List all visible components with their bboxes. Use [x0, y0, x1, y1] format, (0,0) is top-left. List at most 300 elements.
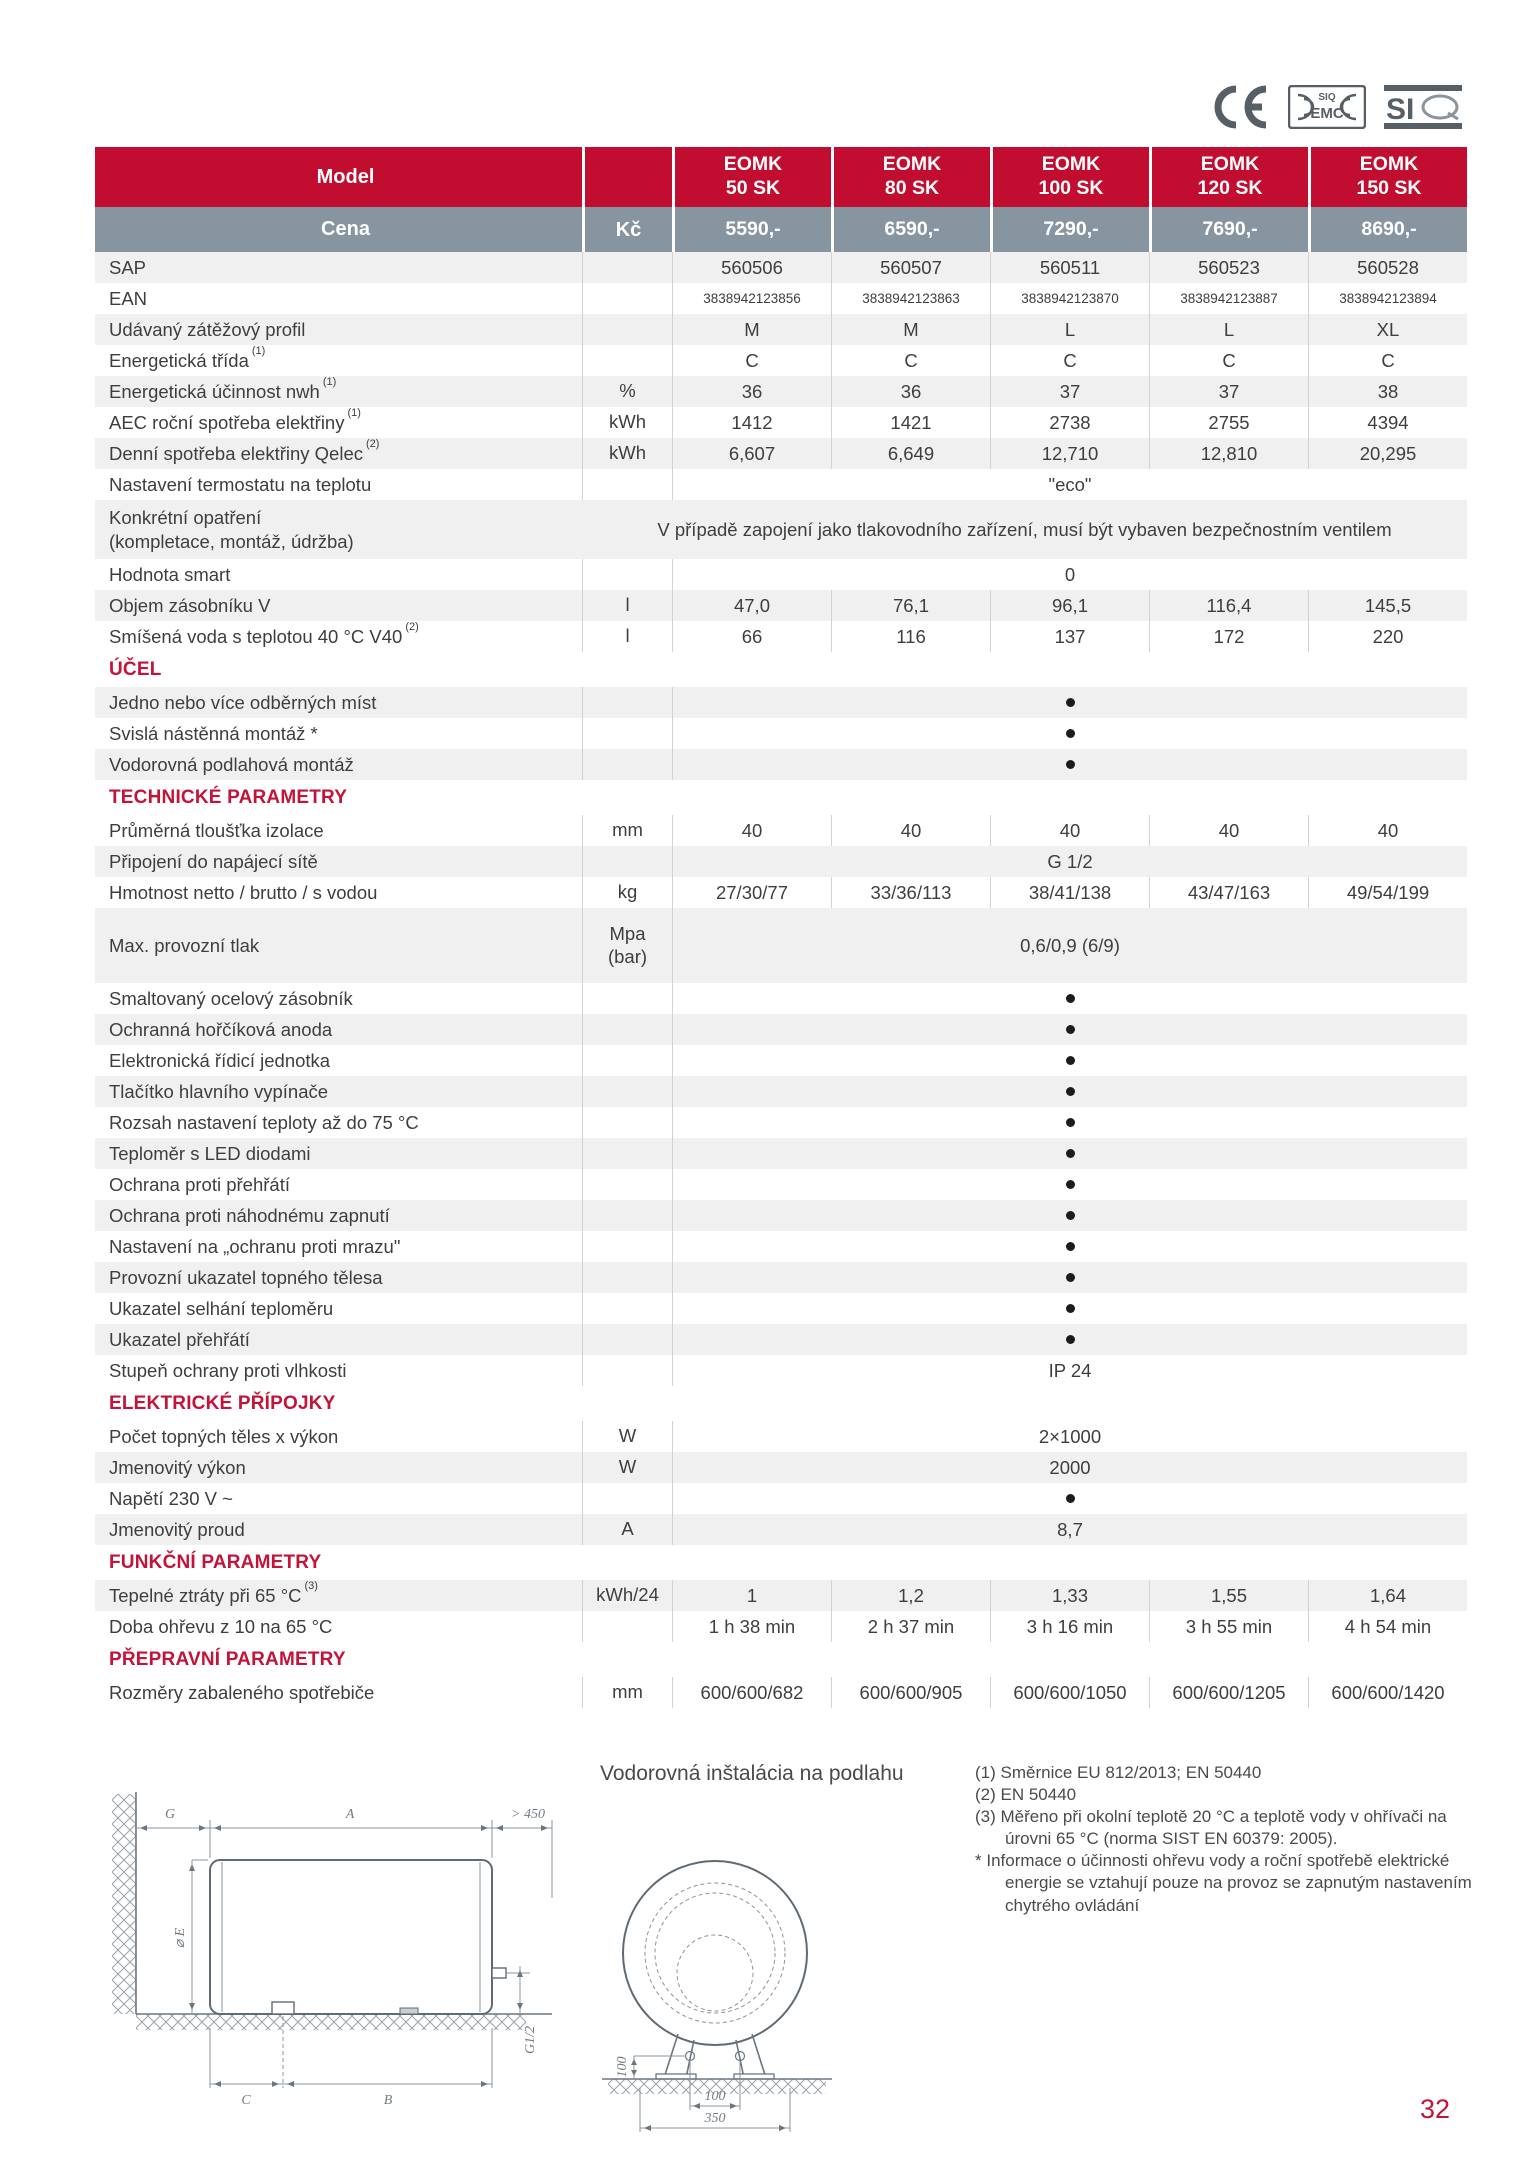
row-label: [95, 1076, 582, 1107]
row-label: [95, 718, 582, 749]
dim-label-a: A: [345, 1807, 355, 1822]
value-cell: 37: [1149, 376, 1308, 407]
row-label: [95, 877, 582, 908]
price-value: 7290,-: [990, 207, 1149, 252]
row-label: [95, 1293, 582, 1324]
row-label: [95, 1355, 582, 1386]
row-label-line2: (kompletace, montáž, údržba): [109, 530, 354, 552]
table-row: [95, 559, 1467, 590]
row-label-main: EAN: [109, 287, 148, 309]
value-cell: 3 h 16 min: [990, 1611, 1149, 1642]
si-q-icon: [1384, 85, 1462, 129]
unit-cell: [582, 345, 672, 376]
row-label-main: Vodorovná podlahová montáž: [109, 753, 354, 775]
feature-dot-icon: [1066, 1149, 1075, 1158]
table-row: [95, 438, 1467, 469]
value-cell: XL: [1308, 314, 1467, 345]
value-cell: 40: [672, 815, 831, 846]
model-column-header: [672, 147, 831, 207]
value-cell: 600/600/905: [831, 1677, 990, 1708]
unit-cell: [582, 1611, 672, 1642]
dim-label-450: > 450: [511, 1807, 545, 1822]
row-label-text: [109, 691, 582, 714]
value-cell: 47,0: [672, 590, 831, 621]
value-cell: 220: [1308, 621, 1467, 652]
siq-emc-icon: [1288, 85, 1366, 129]
value-cell: 560523: [1149, 252, 1308, 283]
row-label: [95, 749, 582, 780]
value-cell: 3838942123870: [990, 283, 1149, 314]
feature-cell: [672, 1483, 1467, 1514]
dim-label-h100: 100: [704, 2089, 726, 2104]
table-row: [95, 407, 1467, 438]
unit-cell: [582, 1107, 672, 1138]
section-header-row: [95, 1386, 1467, 1421]
value-cell: C: [1308, 345, 1467, 376]
model-header-cell: Model: [316, 165, 375, 188]
row-label: [95, 438, 582, 469]
price-value: 8690,-: [1308, 207, 1467, 252]
table-row: [95, 877, 1467, 908]
value-cell: 2738: [990, 407, 1149, 438]
section-header-row: [95, 1545, 1467, 1580]
row-label-text: [109, 1266, 582, 1289]
value-cell: 116: [831, 621, 990, 652]
unit-cell: [582, 1200, 672, 1231]
unit-text: W: [618, 1425, 637, 1447]
spanning-value: 0,6/0,9 (6/9): [672, 908, 1467, 983]
value-cell: 40: [1308, 815, 1467, 846]
value-cell: 137: [990, 621, 1149, 652]
spanning-value: V případě zapojení jako tlakovodního zařízení, musí být vybaven bezpečnostním ventilem: [657, 518, 1392, 540]
row-label: [95, 500, 582, 559]
unit-cell: [582, 1014, 672, 1045]
footnote-text: Směrnice EU 812/2013; EN 50440: [1000, 1763, 1262, 1782]
feature-dot-icon: [1066, 1087, 1075, 1096]
value-cell: 600/600/1205: [1149, 1677, 1308, 1708]
feature-cell: [672, 718, 1467, 749]
value-cell: 1421: [831, 407, 990, 438]
table-row: [95, 1138, 1467, 1169]
row-label-main: Jmenovitý výkon: [109, 1456, 246, 1478]
row-label-text: [109, 1328, 582, 1351]
footnote-text: Měřeno při okolní teplotě 20 °C a teplotě vody v ohřívači na úrovni 65 °C (norma SIST EN 60379: 2005).: [1000, 1807, 1447, 1849]
row-label-text: [109, 1235, 582, 1258]
row-label-text: [109, 881, 582, 904]
dim-label-g: G: [164, 1807, 176, 1822]
row-label-text: [109, 256, 582, 279]
table-row: [95, 1262, 1467, 1293]
row-label-text: [109, 1518, 582, 1541]
row-label: [95, 314, 582, 345]
row-label-text: [109, 1018, 582, 1041]
feature-dot-icon: [1066, 760, 1075, 769]
unit-cell: [582, 621, 672, 652]
row-label-main: Ochrana proti přehřátí: [109, 1173, 290, 1195]
price-value: 5590,-: [672, 207, 831, 252]
spec-table: [95, 147, 1467, 1708]
unit-cell: [582, 1677, 672, 1708]
spanning-value: G 1/2: [672, 846, 1467, 877]
row-label-text: [109, 620, 582, 648]
row-label-text: [109, 1456, 582, 1479]
table-row: [95, 1421, 1467, 1452]
footnote-text: Informace o účinnosti ohřevu vody a roční spotřebě elektrické energie se vztahují pouze na provoz se zapnutým nastavením chytrého ovládání: [986, 1851, 1472, 1915]
row-label: [95, 1231, 582, 1262]
siq-text: SIQ: [1318, 92, 1336, 103]
unit-cell: [582, 877, 672, 908]
unit-text: kWh: [609, 411, 646, 433]
table-row: [95, 1014, 1467, 1045]
section-header-row: [95, 652, 1467, 687]
value-cell: 116,4: [1149, 590, 1308, 621]
row-label-main: Nastavení na „ochranu proti mrazu": [109, 1235, 401, 1257]
row-label-main: Rozsah nastavení teploty až do 75 °C: [109, 1111, 419, 1133]
dim-label-g12: G1/2: [523, 2026, 538, 2054]
section-header-row: [95, 1642, 1467, 1677]
model-column-header: [1308, 147, 1467, 207]
row-label-text: [109, 1173, 582, 1196]
unit-text: %: [619, 380, 636, 402]
footnote-ref: (3): [304, 1579, 318, 1592]
spanning-value: 0: [672, 559, 1467, 590]
unit-cell: [582, 1324, 672, 1355]
feature-dot-icon: [1066, 1211, 1075, 1220]
value-cell: C: [990, 345, 1149, 376]
model-name: EOMK: [1359, 153, 1419, 176]
page-number: 32: [1420, 2094, 1451, 2124]
value-cell: 38/41/138: [990, 877, 1149, 908]
unit-cell: [582, 908, 672, 983]
table-row: [95, 252, 1467, 283]
model-size: 100 SK: [1038, 177, 1104, 199]
unit-text: kg: [617, 881, 638, 903]
table-row: [95, 1677, 1467, 1708]
row-label-main: AEC roční spotřeba elektřiny: [109, 411, 345, 433]
footnote-marker: *: [975, 1851, 982, 1871]
row-label-text: [109, 1359, 582, 1382]
value-cell: 560507: [831, 252, 990, 283]
row-label-main: Připojení do napájecí sítě: [109, 850, 318, 872]
feature-dot-icon: [1066, 1056, 1075, 1065]
emc-text: EMC: [1310, 105, 1344, 122]
row-label-main: Doba ohřevu z 10 na 65 °C: [109, 1615, 333, 1637]
feature-cell: [672, 1107, 1467, 1138]
row-label: [95, 407, 582, 438]
row-label-main: Smaltovaný ocelový zásobník: [109, 987, 353, 1009]
value-cell: 3838942123863: [831, 283, 990, 314]
value-cell: 600/600/1050: [990, 1677, 1149, 1708]
row-label: [95, 815, 582, 846]
footnote-ref: (1): [347, 406, 361, 419]
price-label: Cena: [321, 218, 370, 240]
row-label: [95, 1138, 582, 1169]
footnote-line: [975, 1784, 1473, 1806]
row-label-main: Objem zásobníku V: [109, 594, 271, 616]
unit-cell: [582, 559, 672, 590]
table-row: [95, 283, 1467, 314]
row-label: [95, 1107, 582, 1138]
footnote-ref: (2): [366, 437, 380, 450]
value-cell: 20,295: [1308, 438, 1467, 469]
price-value: 6590,-: [831, 207, 990, 252]
footnote-line: [975, 1762, 1473, 1784]
unit-cell: [582, 1138, 672, 1169]
row-label-text: [109, 594, 582, 617]
row-label-text: [109, 1681, 582, 1704]
value-cell: 37: [990, 376, 1149, 407]
value-cell: 6,607: [672, 438, 831, 469]
unit-cell: [582, 314, 672, 345]
unit-text: kWh/24: [596, 1584, 659, 1606]
value-cell: 560528: [1308, 252, 1467, 283]
row-label-main: Energetická účinnost nwh: [109, 380, 320, 402]
row-label-text: [109, 1049, 582, 1072]
feature-cell: [672, 1014, 1467, 1045]
model-size: 50 SK: [725, 177, 781, 199]
value-cell: 1412: [672, 407, 831, 438]
spanning-value: 2×1000: [672, 1421, 1467, 1452]
unit-cell: [582, 1514, 672, 1545]
feature-cell: [672, 1169, 1467, 1200]
table-row: [95, 376, 1467, 407]
row-label: [95, 1421, 582, 1452]
value-cell: 560506: [672, 252, 831, 283]
table-row: [95, 314, 1467, 345]
value-cell: 40: [1149, 815, 1308, 846]
row-label-main: Ukazatel přehřátí: [109, 1328, 250, 1350]
table-row: [95, 1045, 1467, 1076]
row-label: [95, 1324, 582, 1355]
table-row: [95, 1076, 1467, 1107]
value-cell: M: [672, 314, 831, 345]
price-row: [95, 207, 1467, 252]
row-label: [95, 469, 582, 500]
footnotes: [975, 1762, 1473, 1917]
unit-cell: [582, 1169, 672, 1200]
value-cell: 145,5: [1308, 590, 1467, 621]
si-text: SI: [1386, 93, 1415, 126]
row-label: [95, 1483, 582, 1514]
unit-cell: [582, 983, 672, 1014]
row-label-main: Stupeň ochrany proti vlhkosti: [109, 1359, 347, 1381]
footnote-ref: (1): [251, 344, 266, 357]
value-cell: 1,33: [990, 1580, 1149, 1611]
feature-dot-icon: [1066, 1025, 1075, 1034]
footnote-line: [975, 1850, 1473, 1916]
footnote-marker: (3): [975, 1807, 996, 1827]
unit-cell: [582, 590, 672, 621]
row-label-main: Elektronická řídicí jednotka: [109, 1049, 331, 1071]
row-label-text: [109, 987, 582, 1010]
unit-cell: [582, 687, 672, 718]
row-label-text: [109, 344, 582, 372]
unit-cell: [582, 1045, 672, 1076]
row-label: [95, 687, 582, 718]
row-label-text: [109, 819, 582, 842]
feature-dot-icon: [1066, 1494, 1075, 1503]
unit-cell: [582, 283, 672, 314]
row-label: [95, 590, 582, 621]
row-label-main: Provozní ukazatel topného tělesa: [109, 1266, 383, 1288]
feature-cell: [672, 1200, 1467, 1231]
feature-cell: [672, 1231, 1467, 1262]
feature-dot-icon: [1066, 698, 1075, 707]
row-label-main: SAP: [109, 256, 147, 278]
feature-dot-icon: [1066, 1118, 1075, 1127]
table-row: [95, 1231, 1467, 1262]
spanning-value: IP 24: [672, 1355, 1467, 1386]
table-row: [95, 1514, 1467, 1545]
table-row: [95, 846, 1467, 877]
row-label-text: [109, 473, 582, 496]
table-row: [95, 687, 1467, 718]
footnote-ref: (2): [405, 620, 419, 633]
row-label-main: Ochranná hořčíková anoda: [109, 1018, 333, 1040]
row-label-main: Tepelné ztráty při 65 °C: [109, 1584, 302, 1606]
table-row: [95, 500, 1467, 559]
row-label-main: Průměrná tloušťka izolace: [109, 819, 324, 841]
unit-cell: [582, 1293, 672, 1324]
value-cell: 3838942123887: [1149, 283, 1308, 314]
row-label-text: [109, 287, 582, 310]
feature-dot-icon: [1066, 994, 1075, 1003]
table-row: [95, 815, 1467, 846]
unit-cell: [582, 846, 672, 877]
row-label-text: [109, 506, 582, 529]
table-row: [95, 718, 1467, 749]
table-row: [95, 1293, 1467, 1324]
dim-label-h350: 350: [704, 2111, 726, 2126]
feature-dot-icon: [1066, 1180, 1075, 1189]
model-name: EOMK: [882, 153, 942, 176]
unit-cell: [582, 438, 672, 469]
value-cell: 1 h 38 min: [672, 1611, 831, 1642]
spanning-value: "eco": [672, 469, 1467, 500]
row-label: [95, 908, 582, 983]
table-row: [95, 1200, 1467, 1231]
row-label: [95, 983, 582, 1014]
value-cell: 4394: [1308, 407, 1467, 438]
row-label: [95, 1611, 582, 1642]
value-cell: 1,55: [1149, 1580, 1308, 1611]
unit-header-cell: [582, 147, 672, 207]
row-label-text: [109, 722, 582, 745]
row-label-main: Energetická třída: [109, 349, 249, 371]
row-label-main: Ukazatel selhání teploměru: [109, 1297, 334, 1319]
value-cell: 3 h 55 min: [1149, 1611, 1308, 1642]
model-size: 150 SK: [1356, 177, 1422, 199]
row-label-text: [109, 318, 582, 341]
dim-label-de: ⌀ E: [173, 1927, 188, 1949]
model-name: EOMK: [1041, 153, 1101, 176]
model-name: EOMK: [723, 153, 783, 176]
row-label-text: [109, 406, 582, 434]
table-row: [95, 1580, 1467, 1611]
feature-cell: [672, 1138, 1467, 1169]
value-cell: 33/36/113: [831, 877, 990, 908]
table-row: [95, 1324, 1467, 1355]
row-label-main: Hmotnost netto / brutto / s vodou: [109, 881, 378, 903]
value-cell: 36: [831, 376, 990, 407]
value-cell: 66: [672, 621, 831, 652]
value-cell: 12,810: [1149, 438, 1308, 469]
unit-text: W: [618, 1456, 637, 1478]
dim-label-c: C: [241, 2093, 251, 2108]
value-cell: 96,1: [990, 590, 1149, 621]
value-cell: 12,710: [990, 438, 1149, 469]
row-label-main: Udávaný zátěžový profil: [109, 318, 306, 340]
row-label-text: [109, 850, 582, 873]
unit-cell: [582, 252, 672, 283]
row-label: [95, 1580, 582, 1611]
value-cell: L: [1149, 314, 1308, 345]
feature-dot-icon: [1066, 1242, 1075, 1251]
row-label-text: [109, 753, 582, 776]
model-size: 120 SK: [1197, 177, 1263, 199]
section-title: TECHNICKÉ PARAMETRY: [109, 786, 348, 808]
value-cell: C: [1149, 345, 1308, 376]
row-label-text: [109, 1297, 582, 1320]
row-label-text: [109, 375, 582, 403]
unit-cell: [582, 1580, 672, 1611]
footnote-line: [975, 1806, 1473, 1850]
row-label-main: Počet topných těles x výkon: [109, 1425, 339, 1447]
row-label: [95, 1452, 582, 1483]
row-label-text: [109, 563, 582, 586]
footnote-marker: (2): [975, 1785, 996, 1805]
table-row: [95, 749, 1467, 780]
model-column-header: [831, 147, 990, 207]
unit-text: kWh: [609, 442, 646, 464]
price-value: 7690,-: [1149, 207, 1308, 252]
unit-text: l: [625, 625, 630, 647]
row-label-main: Teploměr s LED diodami: [109, 1142, 311, 1164]
feature-cell: [672, 983, 1467, 1014]
unit-text: l: [625, 594, 630, 616]
value-cell: 3838942123894: [1308, 283, 1467, 314]
price-unit: Kč: [582, 207, 672, 252]
row-label-text: [109, 437, 582, 465]
unit-cell: [582, 1076, 672, 1107]
value-cell: 43/47/163: [1149, 877, 1308, 908]
dim-label-b: B: [383, 2093, 393, 2108]
row-label: [95, 376, 582, 407]
model-column-header: [1149, 147, 1308, 207]
row-label: [95, 621, 582, 652]
footnote-ref: (1): [322, 375, 337, 388]
feature-dot-icon: [1066, 729, 1075, 738]
ce-mark-icon: [1212, 84, 1270, 130]
model-name: EOMK: [1200, 153, 1260, 176]
value-cell: 76,1: [831, 590, 990, 621]
table-row: [95, 1107, 1467, 1138]
value-cell: 600/600/682: [672, 1677, 831, 1708]
unit-cell: [582, 1421, 672, 1452]
table-row: [95, 590, 1467, 621]
unit-cell: [582, 749, 672, 780]
row-label: [95, 1677, 582, 1708]
row-label-main: Napětí 230 V ~: [109, 1487, 233, 1509]
unit-text-line2: (bar): [607, 945, 648, 967]
row-label-text: [109, 1142, 582, 1165]
feature-dot-icon: [1066, 1304, 1075, 1313]
row-label-text: [109, 1111, 582, 1134]
row-label-text: [109, 1487, 582, 1510]
value-cell: 40: [990, 815, 1149, 846]
unit-text: Mpa: [609, 923, 646, 945]
row-label: [95, 1014, 582, 1045]
